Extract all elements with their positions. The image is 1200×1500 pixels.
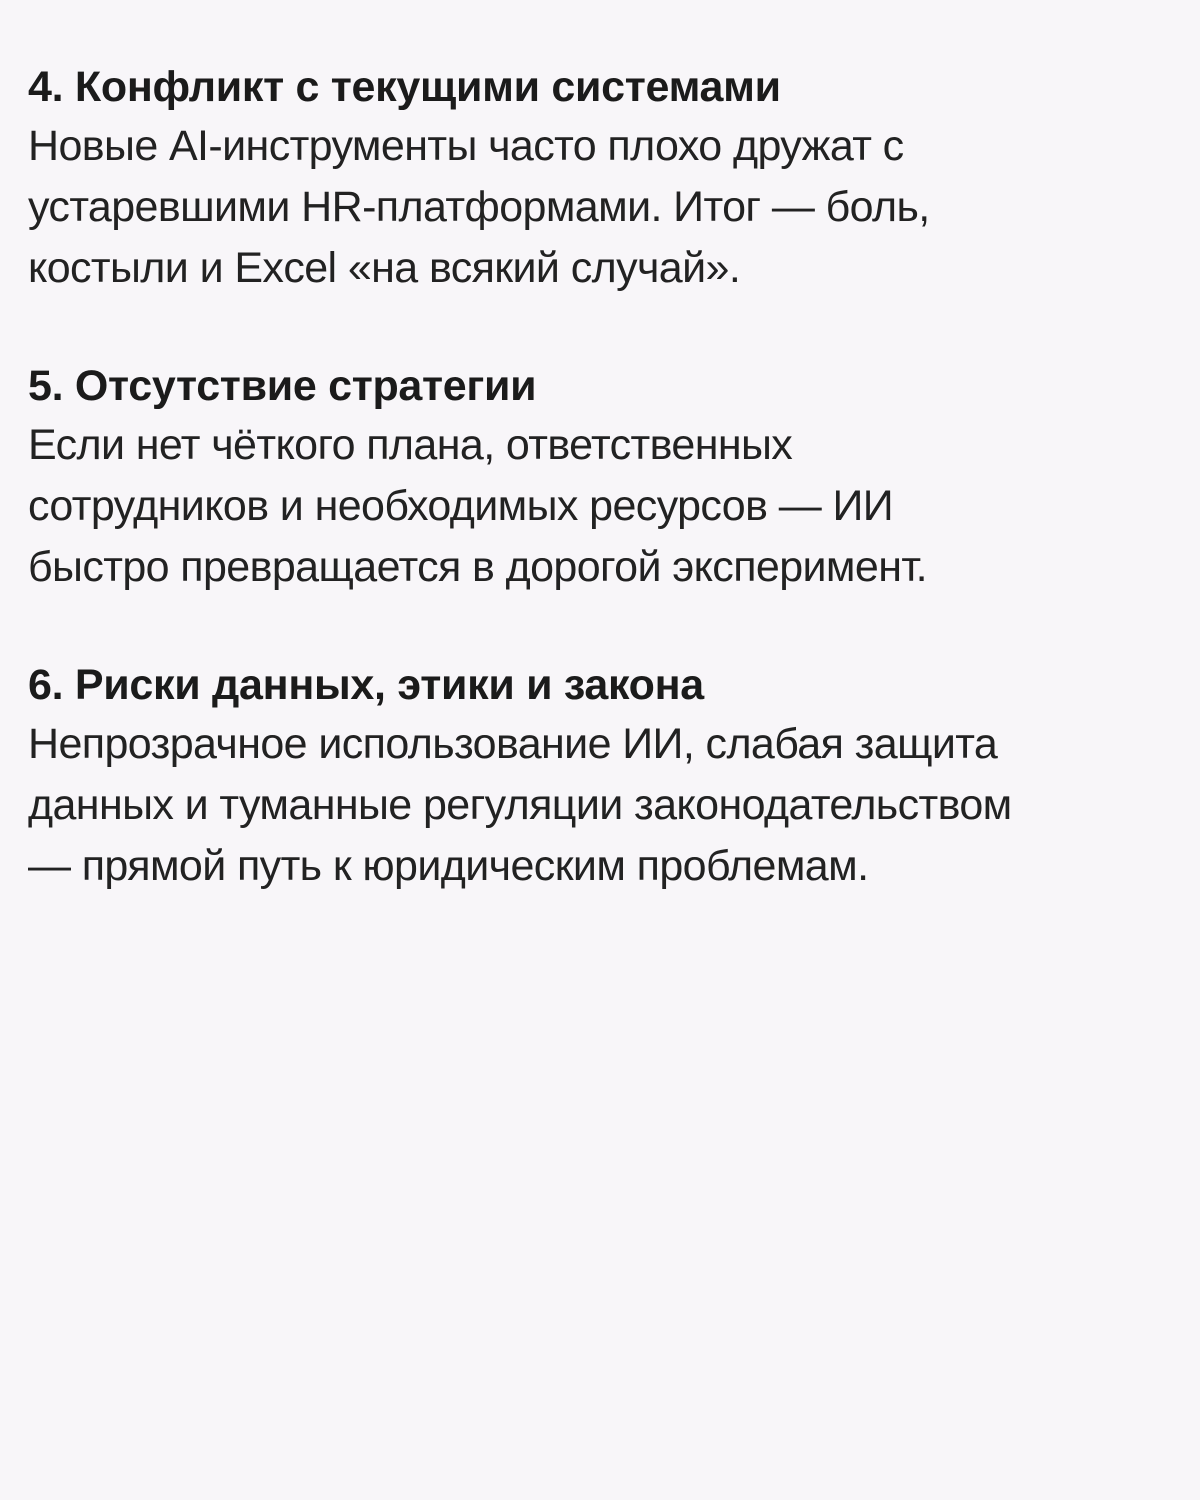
section-text-line: костыли и Excel «на всякий случай». [28,244,741,292]
section-data-ethics-law-risks [28,656,1172,897]
section-integration-conflict [28,58,1172,299]
section-text-line: устаревшими HR-платформами. Итог — боль, [28,183,930,231]
section-heading: 4. Конфликт с текущими системами [28,63,781,111]
section-heading: 6. Риски данных, этики и закона [28,661,704,709]
section-text-line: Непрозрачное использование ИИ, слабая защита [28,720,998,768]
section-heading: 5. Отсутствие стратегии [28,362,537,410]
section-text-line: Если нет чёткого плана, ответственных [28,421,793,469]
section-text-line: сотрудников и необходимых ресурсов — ИИ [28,482,894,530]
section-text-line: — прямой путь к юридическим проблемам. [28,842,869,890]
section-text-line: Новые AI-инструменты часто плохо дружат с [28,122,904,170]
section-no-strategy [28,357,1172,598]
section-text-line: данных и туманные регуляции законодательством [28,781,1012,829]
section-text-line: быстро превращается в дорогой эксперимент. [28,543,928,591]
